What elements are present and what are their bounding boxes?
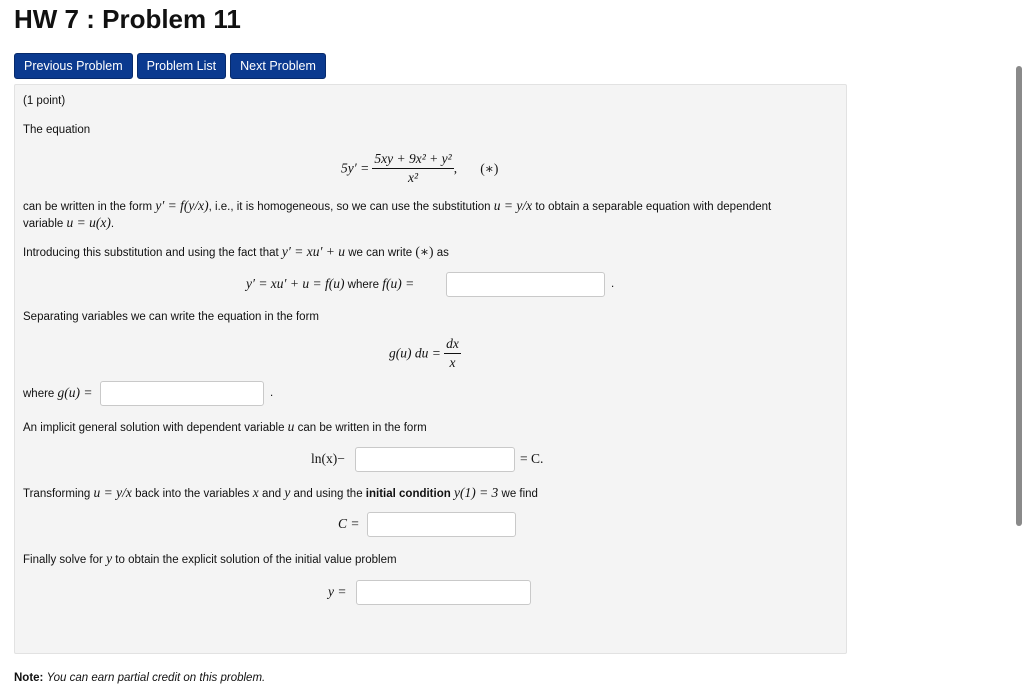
sep-lhs: g(u) du = xyxy=(389,345,441,361)
hom-text-3: to obtain a separable equation with dependent xyxy=(535,201,772,213)
hom-text-5: . xyxy=(110,218,115,230)
next-problem-button[interactable]: Next Problem xyxy=(230,53,326,79)
hom-text-2: , i.e., it is homogeneous, so we can use the substitution xyxy=(208,201,491,213)
sub-fu-label: f(u) = xyxy=(382,276,415,291)
main-equation xyxy=(341,151,498,186)
homogeneous-line-2 xyxy=(23,215,114,231)
eq-lhs: 5y′ = xyxy=(341,160,370,176)
transform-text-1: Transforming xyxy=(23,488,91,500)
where-g-math: g(u) = xyxy=(57,385,93,400)
previous-problem-button[interactable]: Previous Problem xyxy=(14,53,133,79)
sub-math: y′ = xu′ + u = f(u) xyxy=(246,276,345,291)
intro2-text-1: Introducing this substitution and using the fact that xyxy=(23,247,279,259)
problem-list-button[interactable]: Problem List xyxy=(137,53,226,79)
where-g-text: where xyxy=(23,388,55,400)
sep-numerator: dx xyxy=(444,336,461,354)
transform-line xyxy=(23,485,538,501)
hom-text-1: can be written in the form xyxy=(23,201,153,213)
hom-math-2: u = y/x xyxy=(493,198,533,213)
intro-text: The equation xyxy=(23,124,91,136)
separating-text: Separating variables we can write the equation in the form xyxy=(23,311,319,323)
eq-comma: , xyxy=(453,160,458,176)
transform-math-4: y(1) = 3 xyxy=(453,485,499,500)
y-label: y = xyxy=(328,584,347,599)
transform-math-2: x xyxy=(252,485,259,500)
final-text xyxy=(23,551,397,567)
gu-period: . xyxy=(270,387,274,399)
implicit-text-2: can be written in the form xyxy=(297,422,427,434)
gu-answer-input[interactable] xyxy=(100,381,264,406)
transform-math-1: u = y/x xyxy=(93,485,132,500)
intro2-text-3: as xyxy=(436,247,449,259)
fu-answer-input[interactable] xyxy=(446,272,605,297)
implicit-answer-input[interactable] xyxy=(355,447,515,472)
y-answer-input[interactable] xyxy=(356,580,531,605)
sep-denominator: x xyxy=(449,355,456,370)
where-g-label xyxy=(23,385,93,401)
partial-credit-note xyxy=(14,672,265,684)
eq-denominator: x² xyxy=(408,170,419,185)
hom-math-3: u = u(x) xyxy=(66,215,111,230)
transform-text-3: and xyxy=(261,488,282,500)
transform-text-4: and using the xyxy=(293,488,363,500)
homogeneous-line-1 xyxy=(23,198,771,214)
substitution-equation xyxy=(246,276,414,292)
intro2-tag: (∗) xyxy=(415,244,434,259)
final-text-2: to obtain the explicit solution of the initial value problem xyxy=(115,554,397,566)
problem-panel xyxy=(14,84,847,654)
page-scrollbar[interactable] xyxy=(1016,66,1022,526)
equals-c-label: = C. xyxy=(520,451,544,466)
c-answer-input[interactable] xyxy=(367,512,516,537)
eq-tag: (∗) xyxy=(480,160,499,176)
hom-math-1: y′ = f(y/x) xyxy=(155,198,209,213)
sep-fraction xyxy=(444,336,461,371)
final-var: y xyxy=(106,551,113,566)
note-text: You can earn partial credit on this problem. xyxy=(46,672,266,684)
intro2-math: y′ = xu′ + u xyxy=(281,244,346,259)
eq-numerator: 5xy + 9x² + y² xyxy=(372,151,453,169)
c-label: C = xyxy=(338,516,360,531)
problem-nav xyxy=(14,53,326,79)
note-label: Note: xyxy=(14,672,44,684)
intro2-line xyxy=(23,244,449,260)
points-label: (1 point) xyxy=(23,95,66,107)
intro2-text-2: we can write xyxy=(348,247,413,259)
transform-text-2: back into the variables xyxy=(135,488,250,500)
transform-math-3: y xyxy=(284,485,291,500)
ln-label: ln(x)− xyxy=(311,451,345,466)
transform-text-5: we find xyxy=(501,488,538,500)
page-title: HW 7 : Problem 11 xyxy=(14,4,241,34)
separated-equation xyxy=(389,336,461,371)
initial-condition-label: initial condition xyxy=(365,488,451,500)
sub-where: where xyxy=(347,279,379,291)
eq-fraction xyxy=(372,151,453,186)
final-text-1: Finally solve for xyxy=(23,554,103,566)
fu-period: . xyxy=(611,278,615,290)
implicit-text xyxy=(23,419,427,435)
hom-text-4: variable xyxy=(23,218,64,230)
implicit-var: u xyxy=(287,419,295,434)
implicit-text-1: An implicit general solution with dependent variable xyxy=(23,422,285,434)
